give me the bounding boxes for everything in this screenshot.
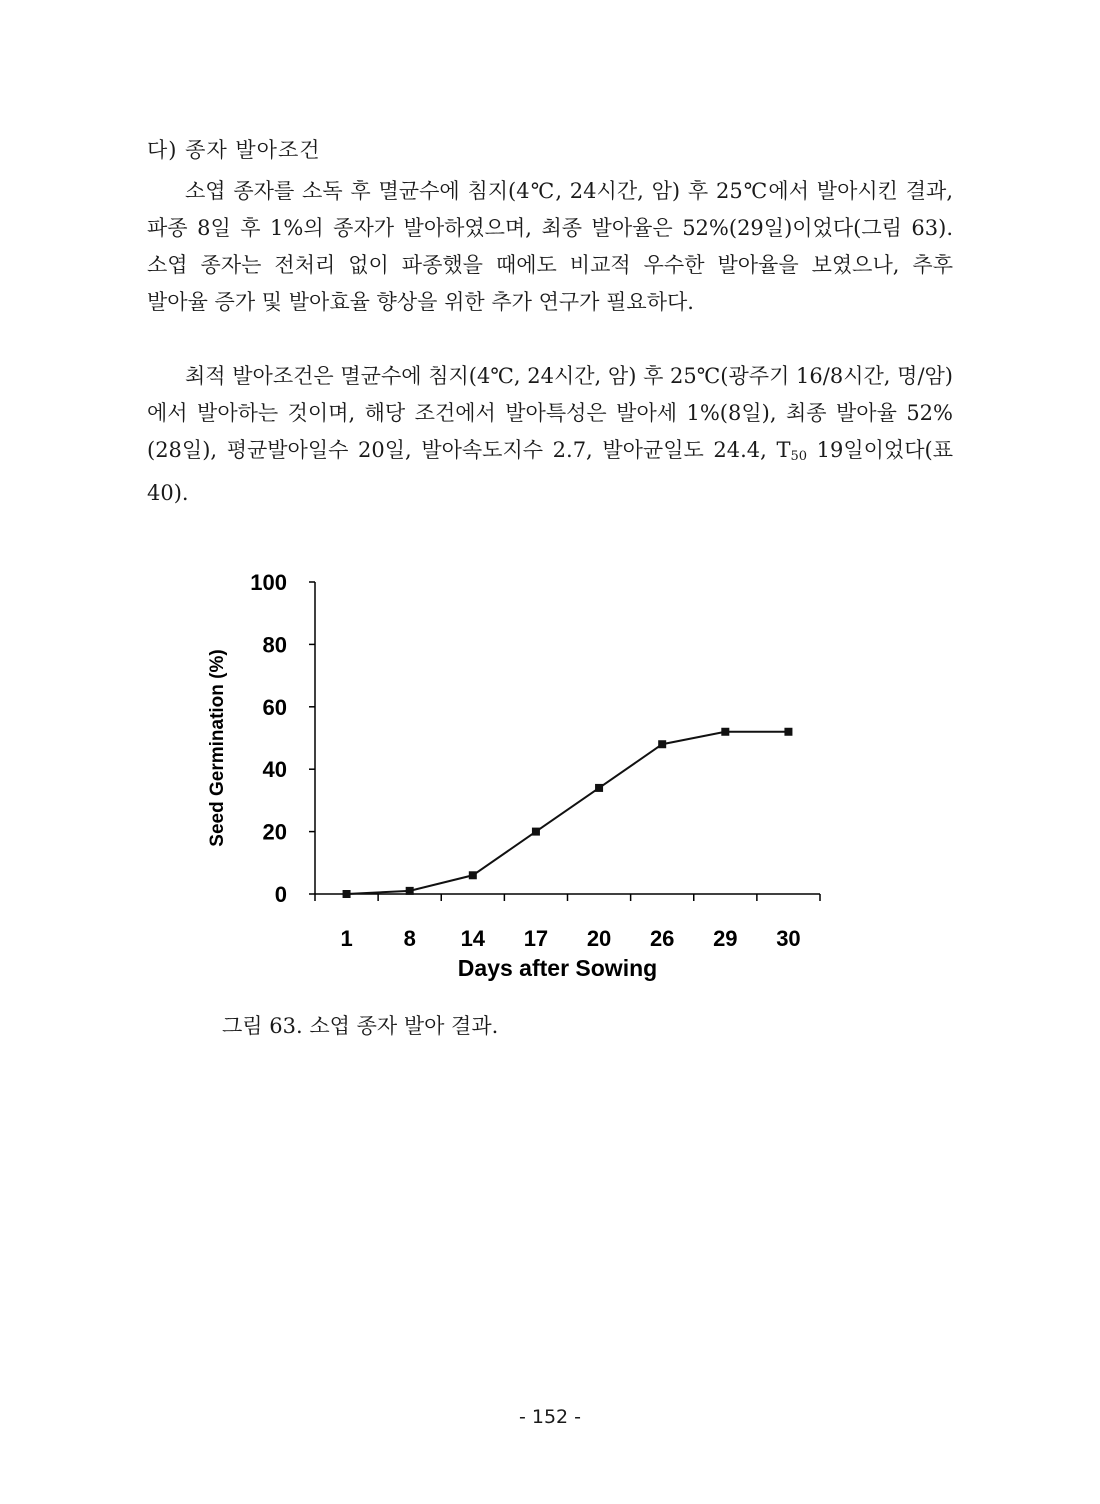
x-tick-label: 8 bbox=[403, 926, 416, 951]
x-tick-label: 30 bbox=[776, 926, 801, 951]
data-point bbox=[343, 890, 351, 898]
x-tick-label: 17 bbox=[523, 926, 549, 951]
paragraph-2-main: 최적 발아조건은 멸균수에 침지(4℃, 24시간, 암) 후 25℃(광주기 16/8시간, 명/암)에서 발아하는 것이며, 해당 조건에서 발아특성은 발아세 1%(8일), 최종 발아율 52%(28일), 평균발아일수 20일, 발아속도지수 2.7, 발아균일도 24.4, T bbox=[147, 364, 953, 462]
data-point bbox=[658, 740, 666, 748]
paragraph-1: 소엽 종자를 소독 후 멸균수에 침지(4℃, 24시간, 암) 후 25℃에서 발아시킨 결과, 파종 8일 후 1%의 종자가 발아하였으며, 최종 발아율은 52%(29일)이었다(그림 63). 소엽 종자는 전처리 없이 파종했을 때에도 비교적 우수한 발아율을 보였으나, 추후 발아율 증가 및 발아효율 향상을 위한 추가 연구가 필요하다. bbox=[147, 179, 953, 314]
figure-caption: 그림 63. 소엽 종자 발아 결과. bbox=[222, 1014, 499, 1038]
x-tick-label: 29 bbox=[713, 926, 738, 951]
series-line bbox=[347, 732, 789, 894]
y-tick-label: 20 bbox=[262, 819, 287, 845]
x-tick-label: 20 bbox=[586, 926, 612, 951]
y-tick-label: 100 bbox=[250, 570, 287, 595]
germination-chart-svg bbox=[190, 560, 850, 1000]
paragraph-2-subscript: 50 bbox=[790, 449, 808, 464]
y-tick-label: 60 bbox=[262, 694, 287, 720]
x-tick-label: 14 bbox=[460, 926, 486, 951]
data-point bbox=[784, 728, 792, 736]
y-tick-label: 80 bbox=[262, 632, 287, 658]
data-point bbox=[595, 784, 603, 792]
paragraph-2 bbox=[147, 358, 953, 512]
y-tick-label: 0 bbox=[274, 882, 287, 907]
data-point bbox=[406, 887, 414, 895]
data-point bbox=[721, 728, 729, 736]
x-tick-label: 1 bbox=[340, 926, 353, 951]
paragraph-2-end: 19일이었다(표 40). bbox=[147, 438, 953, 505]
germination-chart bbox=[190, 560, 850, 1000]
data-point bbox=[469, 871, 477, 879]
section-heading: 다) 종자 발아조건 bbox=[147, 138, 321, 162]
x-tick-label: 26 bbox=[649, 926, 675, 951]
data-point bbox=[532, 828, 540, 836]
y-tick-label: 40 bbox=[262, 757, 287, 783]
page-number: - 152 - bbox=[518, 1406, 582, 1428]
y-axis-label: Seed Germination (%) bbox=[207, 649, 228, 847]
x-axis-label: Days after Sowing bbox=[457, 955, 658, 981]
